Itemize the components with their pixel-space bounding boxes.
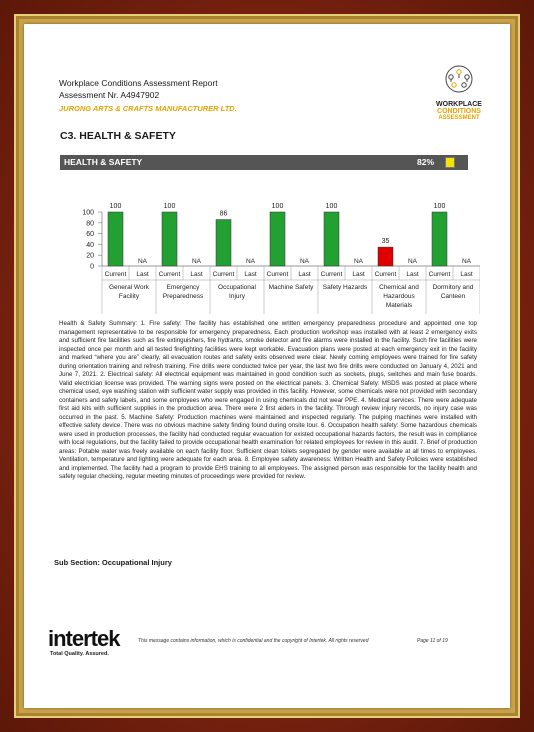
bar-last-label: NA (407, 258, 418, 265)
intertek-tagline: Total Quality. Assured. (50, 651, 109, 657)
bar-value-label: 100 (325, 203, 338, 210)
series-label-last: Last (406, 271, 419, 278)
health-safety-summary (59, 320, 477, 482)
bar-last-label: NA (353, 258, 364, 265)
assessment-number: Assessment Nr. A4947902 (59, 90, 160, 100)
category-label: Materials (385, 302, 413, 309)
bar-current (432, 212, 447, 266)
page-number: Page 11 of 19 (417, 638, 448, 644)
series-label-current: Current (104, 271, 127, 278)
summary-label: Health & Safety Summary: (59, 320, 138, 327)
bar-value-label: 35 (381, 238, 390, 246)
bar-value-label: 86 (219, 210, 228, 218)
y-tick-label: 100 (82, 209, 94, 217)
y-tick-label: 40 (86, 241, 94, 249)
y-tick-label: 60 (86, 231, 94, 239)
subsection-title: Sub Section: Occupational Injury (54, 558, 172, 567)
series-label-last: Last (244, 271, 257, 278)
category-label: General Work (109, 284, 149, 291)
section-title: C3. HEALTH & SAFETY (60, 130, 176, 142)
people-circle-icon (441, 64, 477, 94)
bar-last-label: NA (299, 258, 310, 265)
series-label-current: Current (212, 271, 235, 278)
bar-value-label: 100 (433, 203, 446, 210)
category-label: Occupational (218, 284, 256, 291)
category-label: Chemical and (379, 284, 419, 291)
series-label-last: Last (136, 271, 149, 278)
series-label-current: Current (266, 271, 289, 278)
report-page (24, 24, 510, 708)
series-label-current: Current (158, 271, 181, 278)
section-score-bar (60, 155, 468, 170)
series-label-last: Last (190, 271, 203, 278)
score-indicator (445, 157, 455, 168)
report-title: Workplace Conditions Assessment Report (59, 78, 218, 88)
series-label-current: Current (320, 271, 343, 278)
series-label-last: Last (298, 271, 311, 278)
bar-value-label: 100 (163, 203, 176, 210)
y-tick-label: 20 (86, 252, 94, 260)
bar-current (270, 212, 285, 266)
bar-last-label: NA (137, 258, 148, 265)
logo-line-2: CONDITIONS (437, 108, 481, 115)
category-label: Emergency (166, 284, 200, 291)
category-label: Facility (118, 293, 140, 300)
category-label: Preparedness (162, 293, 204, 300)
bar-current (324, 212, 339, 266)
category-label: Dormitory and (432, 284, 474, 291)
confidentiality-note: This message contains information, which is confidential and the copyright of Intertek. All rights reserved (138, 638, 369, 644)
summary-text: 1. Fire safety: The facility has established one written emergency preparedness procedure and appointed one top management representative to be responsible for emergency preparedness. Each production workshop was installed with at least 2 emergency exits and sufficient fire facilities such as fire extinguishers, fire hydrants, smoke detector and fire alarms were installed in the facility. Such fire facilities were inspected once per month and all tested firefighting facilities were kept workable. Evacuation plans were posted at each emergency exit in the facility and marked “where you are” clearly, all evacuation routes and safety exits observed were clear. Newly coming employees were trained for fire safety during orientation training and refresh training. Fire drills were conducted twice per year, the last two fire drills were conducted on January 4, 2021 and June 7, 2021. 2. Electrical safety: All electrical equipment was maintained in good condition such as sockets, plugs, switches and main fuse boards. Valid electrician license was provided. The warning signs were posted on the electrical panels. 3. Chemical Safety: MSDS was posted at place where chemical used, eye washing station with sufficient water supply was provided in this facility. However, some chemicals were not provided with secondary containers and safety labels, and some employees who were engaged in using chemicals did not wear PPE. 4. Medical services: There were adequate first aid kits with sufficient supplies in the production area. There were 2 first aiders in the facility. Through review injury records, no injury case was occurred in the past. 5. Machine Safety: Production machines were maintained and inspected regularly. The pulping machines were installed with effective safety device. There was no obvious machine safety finding found during onsite tour. 6. Occupation health safety: Some hazardous chemicals were used in production processes, the facility had conducted regular evacuation for existed occupational hazards factors, the result was in compliance with local regulations, but the facility failed to provide occupational health examination for related employees for review in this audit. 7. Brief of production areas: Potable water was freely available on each facility floor. Sufficient clean toilets segregated by gender were available at all times to employees. Ventilation, temperature and lighting were adequate for each area. 8. Employee safety awareness: Written Health and Safety Policies were established and implemented. The facility had a program to provide EHS training to all employees. The assigned person was responsible for the facility health and safety regular checking, regular meeting minutes of proceedings were provided for review. (59, 320, 477, 480)
category-label: Injury (229, 293, 245, 300)
section-score: 82% (417, 157, 435, 167)
bar-last-label: NA (461, 258, 472, 265)
bar-current (216, 220, 231, 266)
series-label-last: Last (460, 271, 473, 278)
company-name: JURONG ARTS & CRAFTS MANUFACTURER LTD. (59, 104, 237, 113)
bar-last-label: NA (245, 258, 256, 265)
y-tick-label: 80 (86, 220, 94, 228)
series-label-current: Current (428, 271, 451, 278)
health-safety-chart (60, 174, 480, 314)
intertek-logo: intertek (48, 626, 120, 651)
series-label-current: Current (374, 271, 397, 278)
category-label: Machine Safety (268, 284, 314, 291)
bar-current (162, 212, 177, 266)
series-label-last: Last (352, 271, 365, 278)
bar-last-label: NA (191, 258, 202, 265)
report-header (59, 77, 218, 101)
bar-value-label: 100 (271, 203, 284, 210)
logo-line-1: WORKPLACE (436, 101, 482, 108)
bar-value-label: 100 (109, 203, 122, 210)
bar-current (108, 212, 123, 266)
y-tick-label: 0 (90, 263, 94, 271)
category-label: Hazardous (383, 293, 415, 300)
logo-line-3: ASSESSMENT (438, 115, 480, 121)
section-bar-title: HEALTH & SAFETY (64, 157, 143, 167)
wca-logo (429, 64, 489, 128)
category-label: Canteen (440, 293, 466, 300)
bar-current (378, 247, 393, 266)
category-label: Safety Hazards (322, 284, 368, 291)
